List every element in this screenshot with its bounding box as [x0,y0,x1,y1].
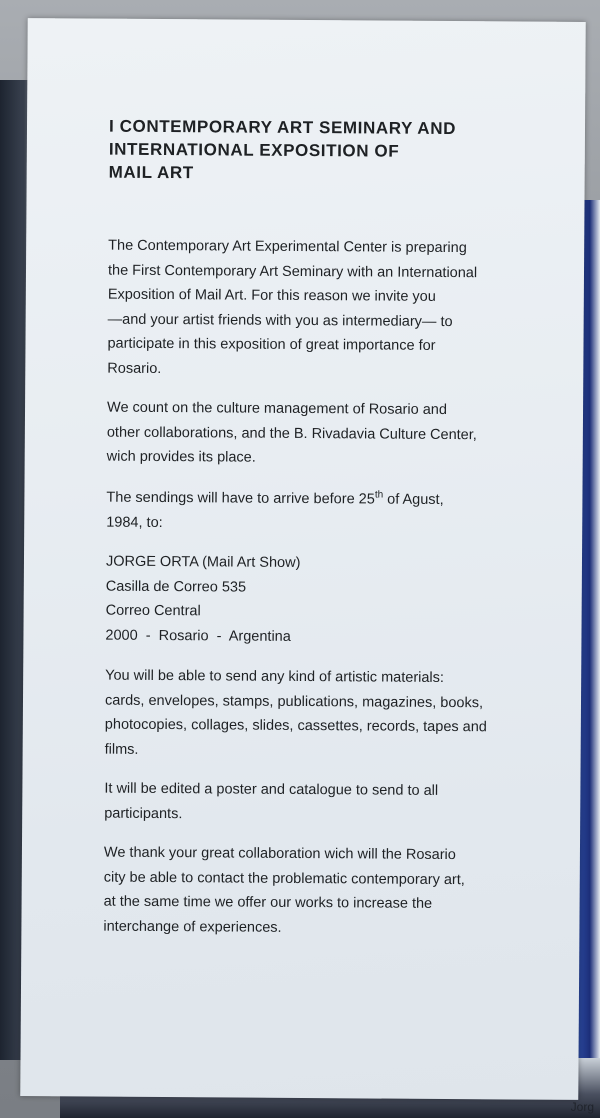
text-line: wich provides its place. [106,448,256,466]
text-line: photocopies, collages, slides, cassettes, records, tapes and [104,716,487,736]
text-line: participants. [104,805,183,822]
text-line: cards, envelopes, stamps, publications, magazines, books, [104,692,484,711]
text-line: at the same time we offer our works to increase the [103,893,433,912]
address-line: JORGE ORTA (Mail Art Show) [105,553,301,571]
title-line: I CONTEMPORARY ART SEMINARY AND [108,116,457,139]
text-line: the First Contemporary Art Seminary with an International [107,262,478,281]
thanks-paragraph [103,841,564,942]
text-line: We thank your great collaboration wich will the Rosario [103,844,456,864]
title-line: INTERNATIONAL EXPOSITION OF [108,139,400,161]
text-line: You will be able to send any kind of artistic materials: [105,667,445,686]
address-line: 2000 - Rosario - Argentina [105,627,291,645]
text-line: —and your artist friends with you as intermediary— to [107,311,453,330]
support-paragraph [107,396,568,473]
text-line [106,486,566,514]
materials-paragraph [105,664,566,765]
text-line: 1984, to: [106,514,163,531]
address-line: Casilla de Correo 535 [105,578,247,596]
text-line: interchange of experiences. [103,918,282,936]
flyer-title [109,115,456,186]
mailing-address [105,550,566,651]
text-line: Rosario. [107,360,162,377]
text-line: other collaborations, and the B. Rivadavia Culture Center, [106,424,477,443]
intro-paragraph [107,234,568,384]
text-line: The Contemporary Art Experimental Center is preparing [108,237,467,257]
text-line: city be able to contact the problematic contemporary art, [103,869,465,888]
address-line: Correo Central [105,602,201,620]
text-line: films. [104,741,139,758]
ordinal-suffix: th [374,489,384,501]
text-line: Exposition of Mail Art. For this reason we invite you [107,286,436,305]
deadline-text: The sendings will have to arrive before 25 [106,489,375,508]
catalogue-paragraph [104,777,564,829]
text-line: participate in this exposition of great importance for [107,335,436,354]
title-line: MAIL ART [108,162,194,183]
background-poster-text: Jorg [570,1100,594,1114]
deadline-text: of Agust, [383,491,444,508]
text-line: We count on the culture management of Rosario and [106,399,447,419]
deadline-paragraph [106,486,566,538]
text-line: It will be edited a poster and catalogue to send to all [104,780,439,799]
flyer-sheet [20,18,586,1100]
